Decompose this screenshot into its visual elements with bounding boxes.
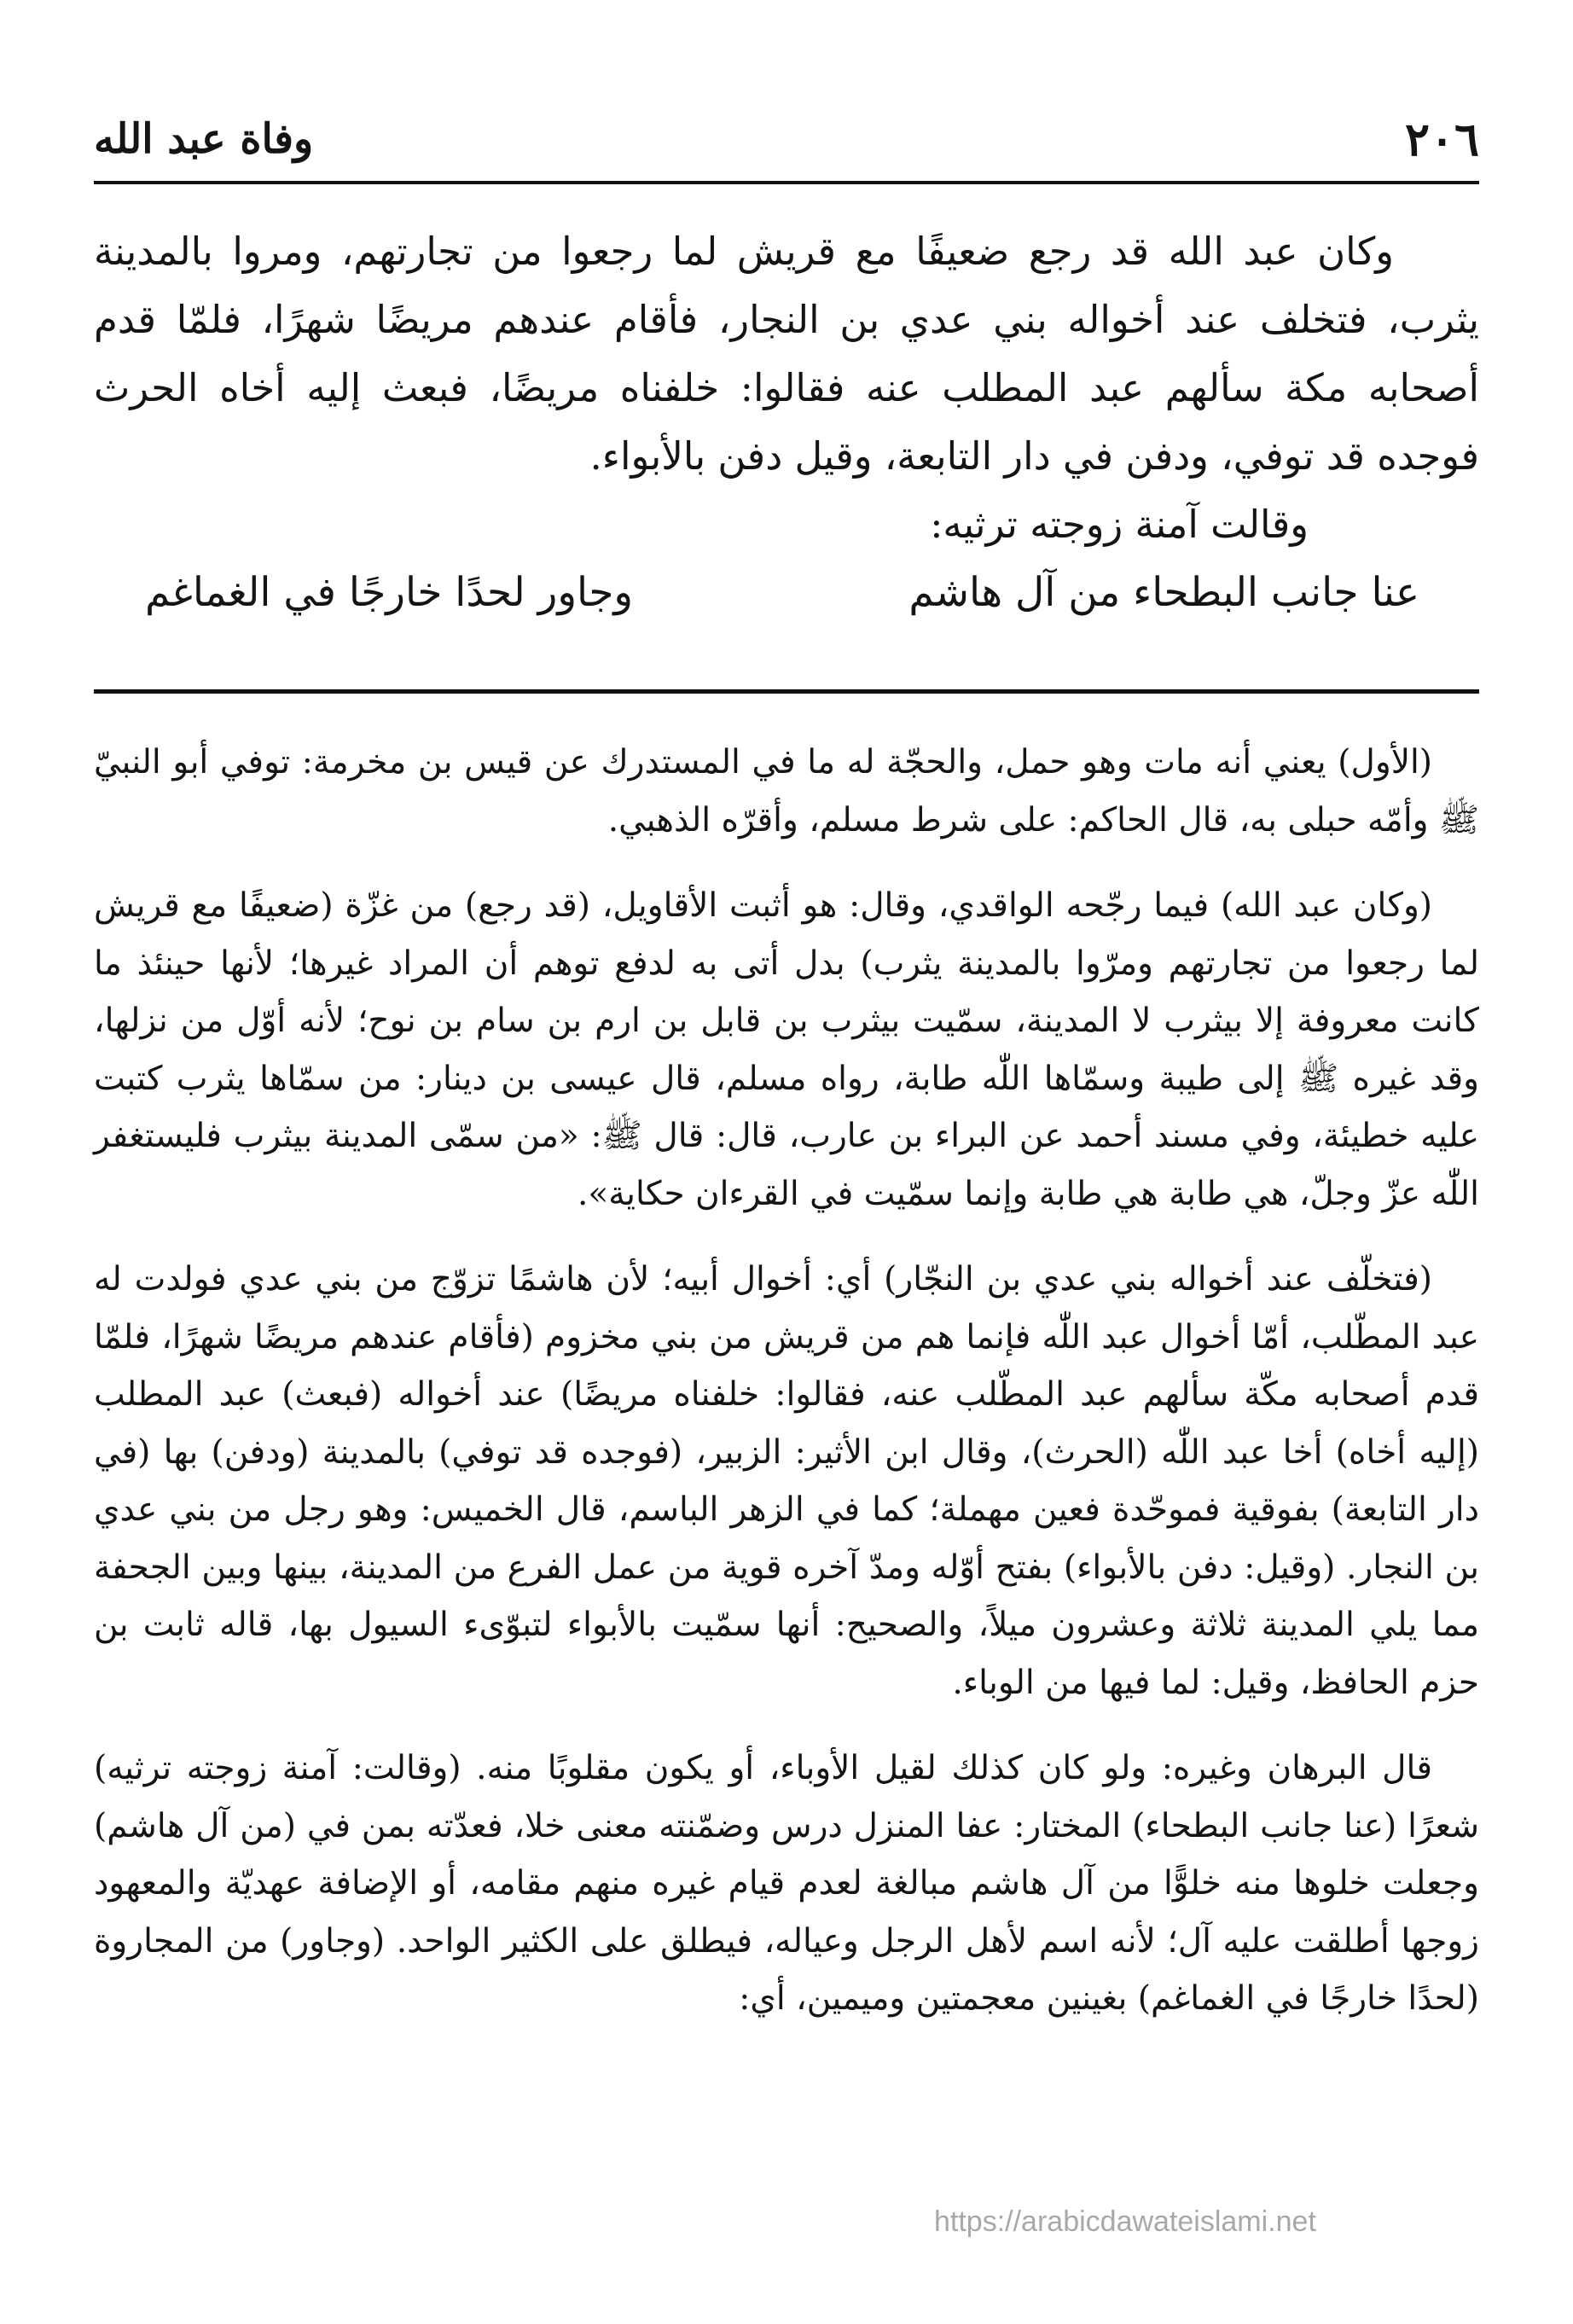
running-title: وفاة عبد الله [94, 115, 314, 163]
verse-second-hemistich: وجاور لحدًا خارجًا في الغماغم [145, 569, 634, 616]
commentary-paragraph: قال البرهان وغيره: ولو كان كذلك لقيل الأوباء، أو يكون مقلوبًا منه. (وقالت: آمنة زوجته ترثيه) شعرًا (عنا جانب البطحاء) المختار: عفا المنزل درس وضمّنته معنى خلا، فعدّته بمن في (من آل هاشم) وجعلت خلوها منه خلوًّا من آل هاشم مبالغة لعدم قيام غيره منهم مقامه، أو الإضافة عهديّة والمعهود زوجها أطلقت عليه آل؛ لأنه اسم لأهل الرجل وعياله، فيطلق على الكثير الواحد. (وجاور) من المجاروة (لحدًا خارجًا في الغماغم) بغينين معجمتين وميمين، أي: [94, 1749, 1479, 2018]
verse-intro: وقالت آمنة زوجته ترثيه: [930, 502, 1309, 547]
verse-first-hemistich: عنا جانب البطحاء من آل هاشم [908, 569, 1419, 616]
commentary [94, 734, 1479, 2056]
commentary-paragraph: (وكان عبد الله) فيما رجّحه الواقدي، وقال: هو أثبت الأقاويل، (قد رجع) من غزّة (ضعيفًا مع قريش لما رجعوا من تجارتهم ومرّوا بالمدينة يثرب) بدل أتى به لدفع توهم أن المراد غيرها؛ لأنها حينئذ ما كانت معروفة إلا بيثرب لا المدينة، سمّيت بيثرب بن قابل بن ارم بن سام بن نوح؛ لأنه أوّل من نزلها، وقد غيره ﷺ إلى طيبة وسمّاها اللّٰه طابة، رواه مسلم، قال عيسى بن دينار: من سمّاها يثرب كتبت عليه خطيئة، وفي مسند أحمد عن البراء بن عارب، قال: قال ﷺ: «من سمّى المدينة بيثرب فليستغفر اللّٰه عزّ وجلّ، هي طابة هي طابة وإنما سمّيت في القرءان حكاية». [94, 886, 1479, 1213]
main-text [94, 218, 1479, 627]
commentary-paragraph: (فتخلّف عند أخواله بني عدي بن النجّار) أي: أخوال أبيه؛ لأن هاشمًا تزوّج من بني عدي فولدت له عبد المطّلب، أمّا أخوال عبد اللّٰه فإنما هم من قريش من بني مخزوم (فأقام عندهم مريضًا شهرًا، فلمّا قدم أصحابه مكّة سألهم عبد المطّلب عنه، فقالوا: خلفناه مريضًا) عند أخواله (فبعث) عبد المطلب (إليه أخاه) أخا عبد اللّٰه (الحرث)، وقال ابن الأثير: الزبير، (فوجده قد توفي) بالمدينة (ودفن) بها (في دار التابعة) بفوقية فموحّدة فعين مهملة؛ كما في الزهر الباسم، قال الخميس: وهو رجل من بني عدي بن النجار. (وقيل: دفن بالأبواء) بفتح أوّله ومدّ آخره قوية من عمل الفرع من المدينة، بينها وبين الجحفة مما يلي المدينة ثلاثة وعشرون ميلاً، والصحيح: أنها سمّيت بالأبواء لتبوّىء السيول بها، قاله ثابت بن حزم الحافظ، وقيل: لما فيها من الوباء. [94, 1260, 1479, 1702]
commentary-paragraph: (الأول) يعني أنه مات وهو حمل، والحجّة له ما في المستدرك عن قيس بن مخرمة: توفي أبو النبيّ ﷺ وأمّه حبلى به، قال الحاكم: على شرط مسلم، وأقرّه الذهبي. [94, 743, 1479, 840]
page-number: ٢٠٦ [1404, 112, 1479, 166]
footnote-separator-rule [94, 689, 1479, 694]
poem-verse [94, 559, 1479, 627]
page-header [94, 101, 1479, 177]
main-paragraph: وكان عبد الله قد رجع ضعيفًا مع قريش لما رجعوا من تجارتهم، ومروا بالمدينة يثرب، فتخلف عند أخواله بني عدي بن النجار، فأقام عندهم مريضًا شهرًا، فلمّا قدم أصحابه مكة سألهم عبد المطلب عنه فقالوا: خلفناه مريضًا، فبعث إليه أخاه الحرث فوجده قد توفي، ودفن في دار التابعة، وقيل دفن بالأبواء. [94, 229, 1479, 479]
watermark: https://arabicdawateislami.net [934, 2205, 1316, 2238]
header-rule [94, 181, 1479, 184]
